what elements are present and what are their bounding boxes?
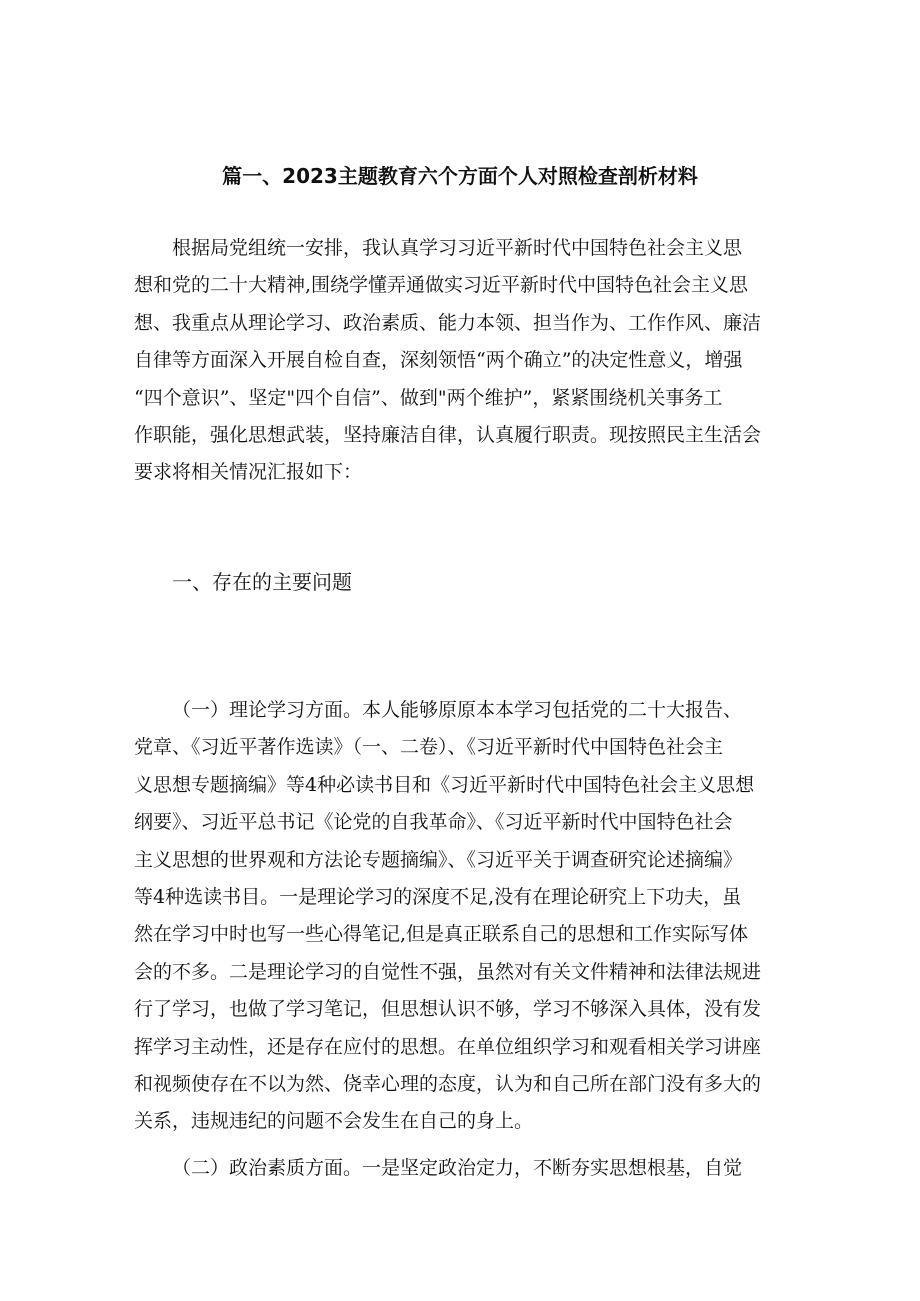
paragraph-line: 挥学习主动性，还是存在应付的思想。在单位组织学习和观看相关学习讲座 — [134, 1035, 762, 1058]
paragraph-line: 然在学习中时也写一些心得笔记,但是真正联系自己的思想和工作实际写体 — [134, 923, 749, 946]
theory-study-paragraph — [134, 692, 786, 1141]
paragraph-line: “四个意识”、坚定"四个自信”、做到"两个维护”，紧紧围绕机关事务工 — [134, 386, 723, 409]
intro-paragraph — [134, 230, 786, 492]
paragraph-line: 和视频使存在不以为然、侥幸心理的态度，认为和自己所在部门没有多大的 — [134, 1072, 762, 1095]
document-title: 篇一、2023主题教育六个方面个人对照检查剖析材料 — [222, 164, 698, 188]
paragraph-line: 等4种选读书目。一是理论学习的深度不足,没有在理论研究上下功夫，虽 — [134, 885, 742, 908]
paragraph-line: 行了学习，也做了学习笔记，但思想认识不够，学习不够深入具体，没有发 — [134, 998, 762, 1021]
paragraph-line: 想和党的二十大精神,围绕学懂弄通做实习近平新时代中国特色社会主义思 — [134, 274, 749, 297]
paragraph-line: （二）政治素质方面。一是坚定政治定力，不断夯实思想根基，自觉 — [172, 1157, 743, 1179]
paragraph-line: 党章、《习近平著作选读》（一、二卷）、《习近平新时代中国特色社会主 — [134, 736, 724, 759]
paragraph-line: 关系，违规违纪的问题不会发生在自己的身上。 — [134, 1110, 534, 1133]
paragraph-line: 会的不多。二是理论学习的自觉性不强，虽然对有关文件精神和法律法规进 — [134, 960, 762, 983]
paragraph-line: 纲要》、习近平总书记《论党的自我革命》、《习近平新时代中国特色社会 — [134, 811, 733, 834]
paragraph-line: 根据局党组统一安排，我认真学习习近平新时代中国特色社会主义思 — [172, 237, 743, 259]
paragraph-line: （一）理论学习方面。本人能够原原本本学习包括党的二十大报告、 — [172, 699, 743, 721]
paragraph-line: 义思想专题摘编》等4种必读书目和《习近平新时代中国特色社会主义思想 — [134, 773, 755, 796]
paragraph-line: 想、我重点从理论学习、政治素质、能力本领、担当作为、工作作风、廉洁 — [134, 311, 762, 334]
section-heading: 一、存在的主要问题 — [172, 570, 352, 594]
paragraph-line: 主义思想的世界观和方法论专题摘编》、《习近平关于调查研究论述摘编》 — [134, 848, 743, 871]
political-quality-paragraph — [134, 1150, 786, 1187]
paragraph-line: 作职能，强化思想武装，坚持廉洁自律，认真履行职责。现按照民主生活会 — [134, 423, 762, 446]
paragraph-line: 自律等方面深入开展自检自查，深刻领悟“两个确立”的决定性意义，增强 — [134, 349, 743, 372]
paragraph-line: 要求将相关情况汇报如下： — [134, 461, 363, 484]
